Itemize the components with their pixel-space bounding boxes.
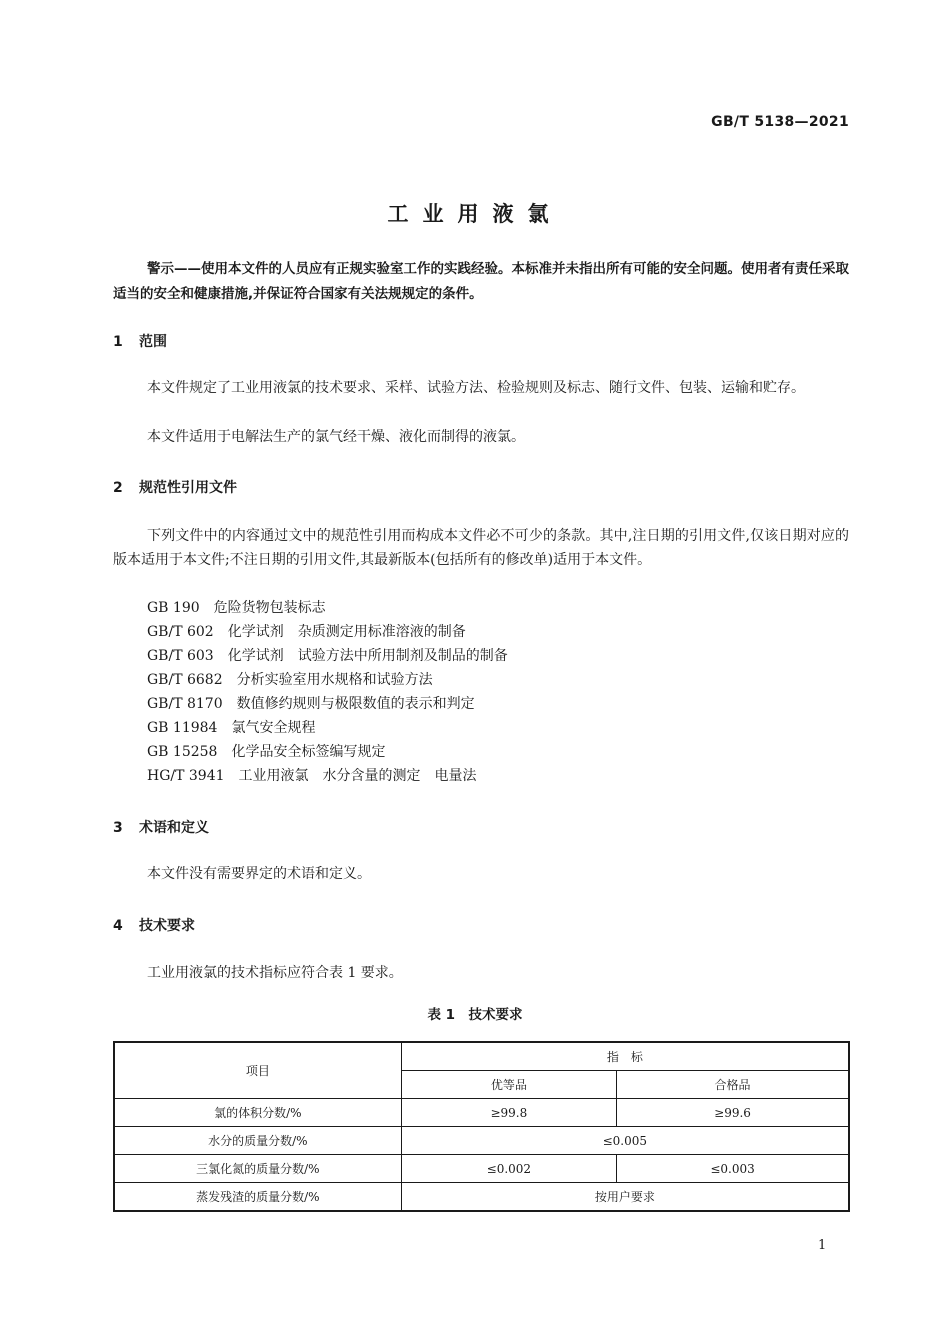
merged-value-cell: 按用户要求 xyxy=(401,1183,849,1212)
reference-title: 危险货物包装标志 xyxy=(213,600,326,616)
item-cell: 氯的体积分数/% xyxy=(114,1099,401,1127)
section-3-heading xyxy=(113,817,209,837)
technical-requirements-table xyxy=(113,1041,850,1212)
reference-code: GB 11984 xyxy=(147,720,218,736)
section-1-paragraph-2: 本文件适用于电解法生产的氯气经干燥、液化而制得的液氯。 xyxy=(147,429,525,445)
normative-references-list xyxy=(147,596,508,788)
reference-title: 化学试剂 试验方法中所用制剂及制品的制备 xyxy=(227,648,508,664)
table-header-row xyxy=(114,1042,849,1071)
reference-item xyxy=(147,740,508,764)
header-item-cell: 项目 xyxy=(114,1042,401,1099)
reference-title: 数值修约规则与极限数值的表示和判定 xyxy=(236,696,475,712)
grade1-cell: ≤0.002 xyxy=(401,1155,616,1183)
table-row xyxy=(114,1183,849,1212)
header-grade2-cell: 合格品 xyxy=(617,1071,849,1099)
section-1-paragraph-1: 本文件规定了工业用液氯的技术要求、采样、试验方法、检验规则及标志、随行文件、包装、运输和贮存。 xyxy=(147,380,805,396)
section-title: 技术要求 xyxy=(139,918,195,934)
section-1-heading xyxy=(113,331,167,351)
section-4-heading xyxy=(113,915,195,935)
reference-code: GB 15258 xyxy=(147,744,218,760)
grade1-cell: ≥99.8 xyxy=(401,1099,616,1127)
section-title: 范围 xyxy=(139,334,167,350)
reference-title: 化学试剂 杂质测定用标准溶液的制备 xyxy=(227,624,466,640)
page-number: 1 xyxy=(818,1238,827,1253)
table-row xyxy=(114,1127,849,1155)
section-4-paragraph-1: 工业用液氯的技术指标应符合表 1 要求。 xyxy=(147,965,403,981)
section-number: 4 xyxy=(113,918,123,934)
reference-code: GB 190 xyxy=(147,600,200,616)
reference-code: HG/T 3941 xyxy=(147,768,225,784)
section-2-paragraph-1: 下列文件中的内容通过文中的规范性引用而构成本文件必不可少的条款。其中,注日期的引用文件,仅该日期对应的版本适用于本文件;不注日期的引用文件,其最新版本(包括所有的修改单)适用于本文件。 xyxy=(113,528,849,568)
reference-code: GB/T 8170 xyxy=(147,696,223,712)
header-grade1-cell: 优等品 xyxy=(401,1071,616,1099)
grade2-cell: ≥99.6 xyxy=(617,1099,849,1127)
item-cell: 蒸发残渣的质量分数/% xyxy=(114,1183,401,1212)
reference-code: GB/T 6682 xyxy=(147,672,223,688)
warning-paragraph: 警示——使用本文件的人员应有正规实验室工作的实践经验。本标准并未指出所有可能的安全问题。使用者有责任采取适当的安全和健康措施,并保证符合国家有关法规规定的条件。 xyxy=(113,261,849,302)
reference-title: 化学品安全标签编写规定 xyxy=(231,744,386,760)
section-3-paragraph-1: 本文件没有需要界定的术语和定义。 xyxy=(147,866,371,882)
section-title: 规范性引用文件 xyxy=(139,480,237,496)
reference-code: GB/T 603 xyxy=(147,648,214,664)
section-number: 3 xyxy=(113,820,123,836)
item-cell: 三氯化氮的质量分数/% xyxy=(114,1155,401,1183)
section-title: 术语和定义 xyxy=(139,820,209,836)
section-number: 2 xyxy=(113,480,123,496)
reference-title: 分析实验室用水规格和试验方法 xyxy=(236,672,433,688)
table-row xyxy=(114,1099,849,1127)
reference-item xyxy=(147,668,508,692)
standard-code: GB/T 5138—2021 xyxy=(711,114,849,130)
reference-item xyxy=(147,764,508,788)
reference-item xyxy=(147,692,508,716)
grade2-cell: ≤0.003 xyxy=(617,1155,849,1183)
document-title: 工业用液氯 xyxy=(387,202,563,226)
header-index-cell: 指 标 xyxy=(401,1042,849,1071)
reference-title: 氯气安全规程 xyxy=(231,720,316,736)
item-cell: 水分的质量分数/% xyxy=(114,1127,401,1155)
reference-item xyxy=(147,596,508,620)
section-2-heading xyxy=(113,477,237,497)
section-number: 1 xyxy=(113,334,123,350)
reference-item xyxy=(147,620,508,644)
reference-title: 工业用液氯 水分含量的测定 电量法 xyxy=(238,768,477,784)
reference-item xyxy=(147,644,508,668)
merged-value-cell: ≤0.005 xyxy=(401,1127,849,1155)
reference-item xyxy=(147,716,508,740)
table-caption: 表 1 技术要求 xyxy=(427,1007,523,1023)
reference-code: GB/T 602 xyxy=(147,624,214,640)
table-row xyxy=(114,1155,849,1183)
